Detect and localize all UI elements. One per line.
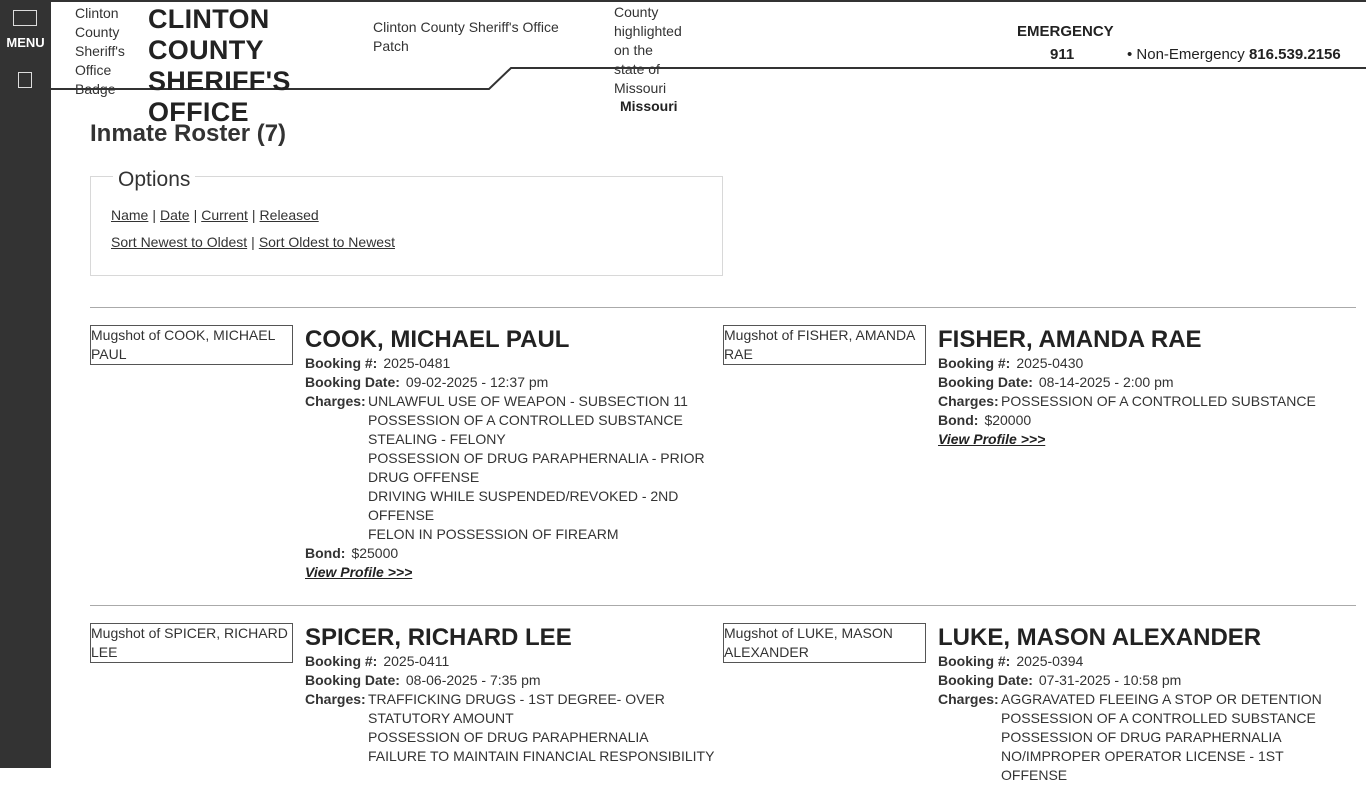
booking-number-value: 2025-0411 [383, 653, 450, 669]
filter-links [111, 207, 319, 223]
menu-icon [13, 10, 37, 26]
booking-date [305, 671, 715, 690]
separator: | [251, 207, 256, 223]
booking-date-label: Booking Date: [305, 672, 400, 688]
booking-number [305, 354, 715, 373]
booking-number-label: Booking #: [305, 355, 378, 371]
charges-label: Charges: [938, 393, 999, 409]
divider [90, 307, 1356, 308]
charges [938, 392, 1348, 411]
divider [90, 605, 1356, 606]
booking-date-value: 08-06-2025 - 7:35 pm [405, 672, 541, 688]
booking-date [305, 373, 715, 392]
non-emergency-label: • Non-Emergency [1127, 46, 1245, 63]
booking-number-value: 2025-0394 [1016, 653, 1084, 669]
county-map-image: County highlighted on the state of Missouri [614, 4, 682, 96]
charge-item: AGGRAVATED FLEEING A STOP OR DETENTION [1001, 691, 1322, 707]
options-legend: Options [113, 168, 195, 192]
sheriff-patch-image: Clinton County Sheriff's Office Patch [373, 19, 559, 54]
site-header [51, 0, 1366, 127]
charges-label: Charges: [938, 691, 999, 707]
booking-number-value: 2025-0481 [383, 355, 451, 371]
separator: | [193, 207, 198, 223]
filter-current-link[interactable]: Current [201, 207, 248, 223]
emergency-number[interactable]: 911 [1050, 46, 1075, 63]
charge-item: FELON IN POSSESSION OF FIREARM [368, 526, 619, 542]
booking-date-value: 07-31-2025 - 10:58 pm [1038, 672, 1182, 688]
charge-item: POSSESSION OF A CONTROLLED SUBSTANCE [368, 412, 683, 428]
booking-number-value: 2025-0430 [1016, 355, 1084, 371]
separator: | [251, 234, 255, 250]
sheriff-badge-image[interactable]: Clinton County Sheriff's Office Badge [75, 5, 125, 97]
charge-item: POSSESSION OF DRUG PARAPHERNALIA - PRIOR DRUG OFFENSE [368, 450, 705, 485]
charges [938, 690, 1348, 785]
booking-number-label: Booking #: [938, 653, 1011, 669]
charges-list [368, 392, 715, 544]
charges [305, 392, 715, 544]
booking-number [938, 354, 1348, 373]
charge-item: TRAFFICKING DRUGS - 1ST DEGREE- OVER STATUTORY AMOUNT [368, 691, 665, 726]
mugshot-image[interactable]: Mugshot of FISHER, AMANDA RAE [723, 325, 926, 365]
charge-item: POSSESSION OF DRUG PARAPHERNALIA [368, 729, 649, 745]
booking-number [938, 652, 1348, 671]
bond [938, 411, 1348, 430]
booking-date-label: Booking Date: [305, 374, 400, 390]
charge-item: DRIVING WHILE SUSPENDED/REVOKED - 2ND OFFENSE [368, 488, 679, 523]
menu-label: MENU [6, 35, 45, 50]
sort-newest-link[interactable]: Sort Newest to Oldest [111, 234, 248, 250]
booking-date-label: Booking Date: [938, 374, 1033, 390]
filter-released-link[interactable]: Released [259, 207, 319, 223]
booking-number-label: Booking #: [938, 355, 1011, 371]
inmate-name[interactable]: COOK, MICHAEL PAUL [305, 326, 570, 353]
left-sidebar [0, 0, 51, 768]
bond-label: Bond: [938, 412, 979, 428]
sort-oldest-link[interactable]: Sort Oldest to Newest [258, 234, 395, 250]
non-emergency-number[interactable]: 816.539.2156 [1248, 46, 1341, 63]
charge-item: FAILURE TO MAINTAIN FINANCIAL RESPONSIBILITY [368, 748, 715, 764]
charges-list [1001, 690, 1348, 785]
inmate-info [305, 325, 715, 582]
booking-date [938, 671, 1348, 690]
inmate-info [938, 623, 1348, 785]
charge-item: STEALING - FELONY [368, 431, 506, 447]
charge-item: NO/IMPROPER OPERATOR LICENSE - 1ST OFFENSE [1001, 748, 1284, 783]
state-label: Missouri [620, 98, 678, 114]
inmate-name[interactable]: SPICER, RICHARD LEE [305, 624, 572, 651]
search-icon[interactable] [18, 72, 32, 88]
charge-item: UNLAWFUL USE OF WEAPON - SUBSECTION 11 [368, 393, 688, 409]
filter-date-link[interactable]: Date [160, 207, 190, 223]
view-profile-link[interactable]: View Profile >>> [305, 564, 413, 580]
menu-button[interactable] [0, 0, 51, 62]
emergency-label: EMERGENCY [1017, 23, 1114, 40]
charges-list [1001, 392, 1316, 411]
charges [305, 690, 715, 766]
booking-date [938, 373, 1348, 392]
bond [305, 544, 715, 563]
charges-label: Charges: [305, 691, 366, 707]
mugshot-image[interactable]: Mugshot of COOK, MICHAEL PAUL [90, 325, 293, 365]
inmate-info [305, 623, 715, 766]
charges-label: Charges: [305, 393, 366, 409]
booking-date-label: Booking Date: [938, 672, 1033, 688]
separator: | [152, 207, 156, 223]
options-box [90, 168, 723, 276]
charge-item: POSSESSION OF A CONTROLLED SUBSTANCE [1001, 393, 1316, 409]
charge-item: POSSESSION OF A CONTROLLED SUBSTANCE [1001, 710, 1316, 726]
bond-value: $20000 [984, 412, 1032, 428]
filter-name-link[interactable]: Name [111, 207, 149, 223]
booking-date-value: 08-14-2025 - 2:00 pm [1038, 374, 1174, 390]
sort-links [111, 234, 395, 250]
view-profile-link[interactable]: View Profile >>> [938, 431, 1046, 447]
booking-number [305, 652, 715, 671]
non-emergency-phone[interactable] [1127, 46, 1341, 63]
inmate-info [938, 325, 1348, 449]
charge-item: POSSESSION OF DRUG PARAPHERNALIA [1001, 729, 1282, 745]
inmate-name[interactable]: LUKE, MASON ALEXANDER [938, 624, 1262, 651]
site-title[interactable]: CLINTON COUNTY SHERIFF'S OFFICE [148, 4, 291, 127]
bond-label: Bond: [305, 545, 346, 561]
booking-date-value: 09-02-2025 - 12:37 pm [405, 374, 549, 390]
mugshot-image[interactable]: Mugshot of SPICER, RICHARD LEE [90, 623, 293, 663]
mugshot-image[interactable]: Mugshot of LUKE, MASON ALEXANDER [723, 623, 926, 663]
charges-list [368, 690, 715, 766]
page-title: Inmate Roster (7) [90, 120, 287, 147]
bond-value: $25000 [351, 545, 399, 561]
inmate-name[interactable]: FISHER, AMANDA RAE [938, 326, 1202, 353]
booking-number-label: Booking #: [305, 653, 378, 669]
